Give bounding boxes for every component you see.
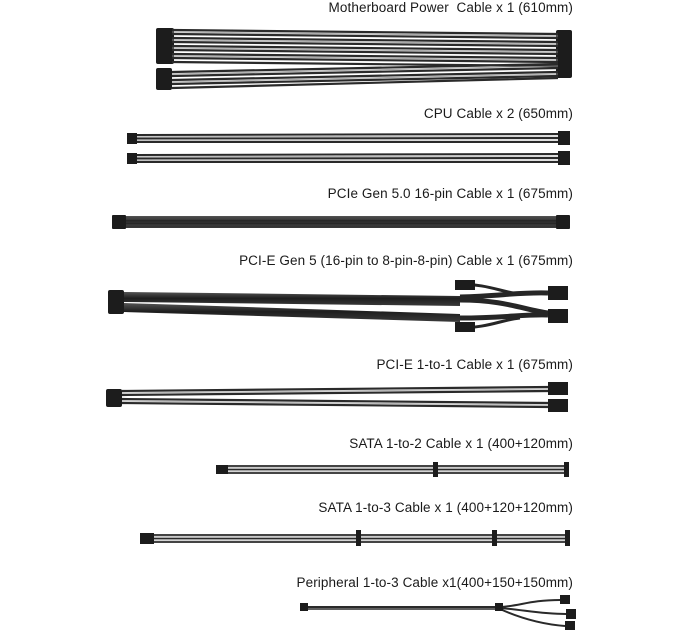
peripheral-1to3-cable-illustration <box>300 595 576 630</box>
pcie-1to1-cable-illustration <box>106 382 568 412</box>
cpu-cable-label: CPU Cable x 2 (650mm) <box>423 106 573 121</box>
pcie-gen5-16pin-cable-illustration <box>112 215 570 229</box>
sata-1to3-cable-illustration <box>140 530 570 546</box>
cpu-cable-illustration <box>127 131 570 165</box>
pcie-gen5-16pin-cable-label: PCIe Gen 5.0 16-pin Cable x 1 (675mm) <box>327 186 573 201</box>
sata-1to3-cable-label: SATA 1-to-3 Cable x 1 (400+120+120mm) <box>318 500 573 515</box>
sata-1to2-cable-illustration <box>216 462 569 477</box>
motherboard-cable-label: Motherboard Power Cable x 1 (610mm) <box>328 0 573 15</box>
peripheral-1to3-cable-label: Peripheral 1-to-3 Cable x1(400+150+150mm) <box>296 575 573 590</box>
pcie-gen5-split-cable-label: PCI-E Gen 5 (16-pin to 8-pin-8-pin) Cable x 1 (675mm) <box>239 253 573 268</box>
pcie-1to1-cable-label: PCI-E 1-to-1 Cable x 1 (675mm) <box>376 357 573 372</box>
sata-1to2-cable-label: SATA 1-to-2 Cable x 1 (400+120mm) <box>349 436 573 451</box>
motherboard-cable-illustration <box>156 28 572 90</box>
pcie-gen5-split-cable-illustration <box>108 280 568 332</box>
